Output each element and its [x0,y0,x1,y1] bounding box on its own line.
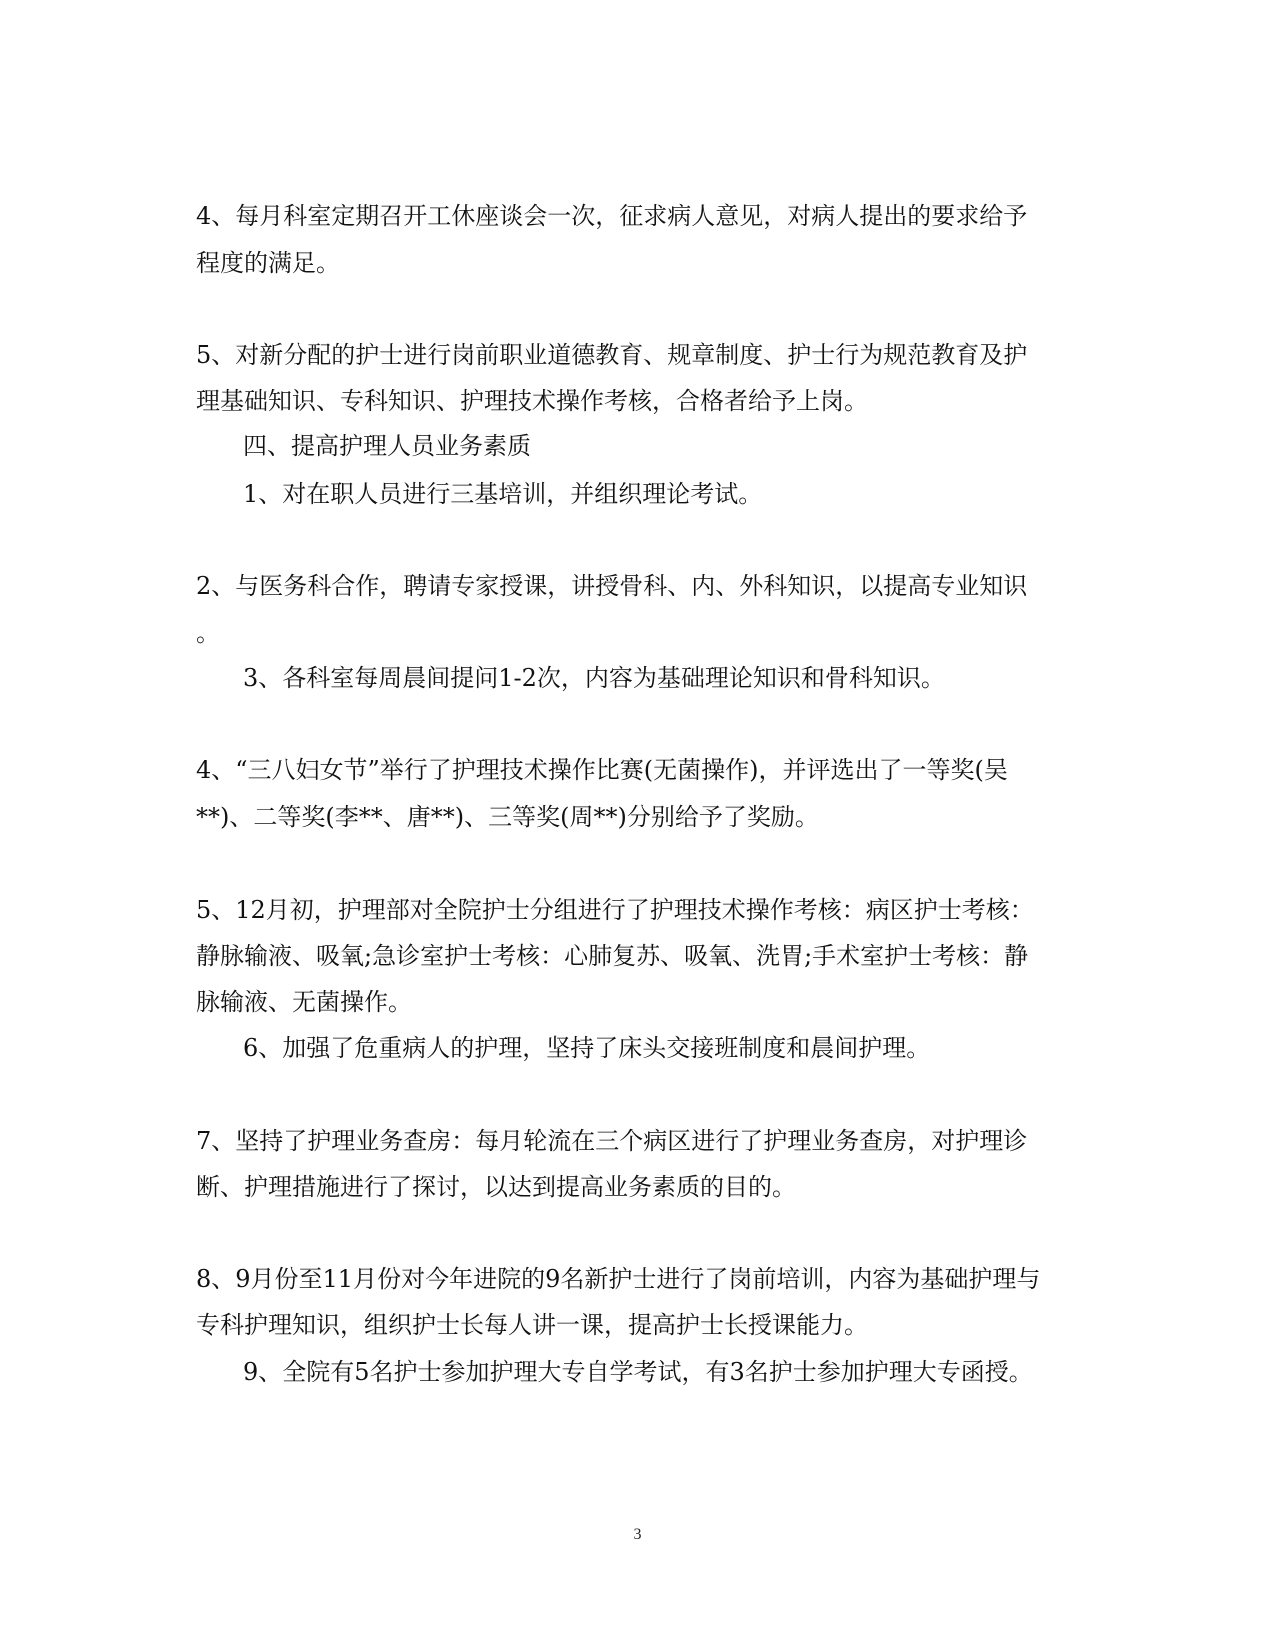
item-9: 9、全院有5名护士参加护理大专自学考试，有3名护士参加护理大专函授。 [243,1358,1033,1386]
page-number: 3 [633,1526,642,1543]
item-5-line-1: 5、12月初，护理部对全院护士分组进行了护理技术操作考核：病区护士考核： [196,896,1034,924]
item-6: 6、加强了危重病人的护理，坚持了床头交接班制度和晨间护理。 [243,1034,931,1062]
item-2-line-2: 。 [196,619,220,647]
item-4-line-1: 4、“三八妇女节”举行了护理技术操作比赛(无菌操作)，并评选出了一等奖(吴 [196,756,1008,784]
item-2-line-1: 2、与医务科合作，聘请专家授课，讲授骨科、内、外科知识，以提高专业知识 [196,572,1028,600]
item-3: 3、各科室每周晨间提问1-2次，内容为基础理论知识和骨科知识。 [243,664,945,692]
item-7-line-2: 断、护理措施进行了探讨，以达到提高业务素质的目的。 [196,1173,796,1201]
item-7-line-1: 7、坚持了护理业务查房：每月轮流在三个病区进行了护理业务查房，对护理诊 [196,1127,1028,1155]
item-1: 1、对在职人员进行三基培训，并组织理论考试。 [243,480,763,508]
paragraph-5-line-1: 5、对新分配的护士进行岗前职业道德教育、规章制度、护士行为规范教育及护 [196,341,1028,369]
section-heading: 四、提高护理人员业务素质 [243,432,531,460]
item-4-line-2: **)、二等奖(李**、唐**)、三等奖(周**)分别给予了奖励。 [196,803,819,831]
item-5-line-2: 静脉输液、吸氧;急诊室护士考核：心肺复苏、吸氧、洗胃;手术室护士考核：静 [196,942,1029,970]
paragraph-4-line-2: 程度的满足。 [196,249,340,277]
item-8-line-2: 专科护理知识，组织护士长每人讲一课，提高护士长授课能力。 [196,1311,868,1339]
item-5-line-3: 脉输液、无菌操作。 [196,988,412,1016]
paragraph-4-line-1: 4、每月科室定期召开工休座谈会一次，征求病人意见，对病人提出的要求给予 [196,202,1028,230]
item-8-line-1: 8、9月份至11月份对今年进院的9名新护士进行了岗前培训，内容为基础护理与 [196,1265,1041,1293]
paragraph-5-line-2: 理基础知识、专科知识、护理技术操作考核，合格者给予上岗。 [196,387,868,415]
